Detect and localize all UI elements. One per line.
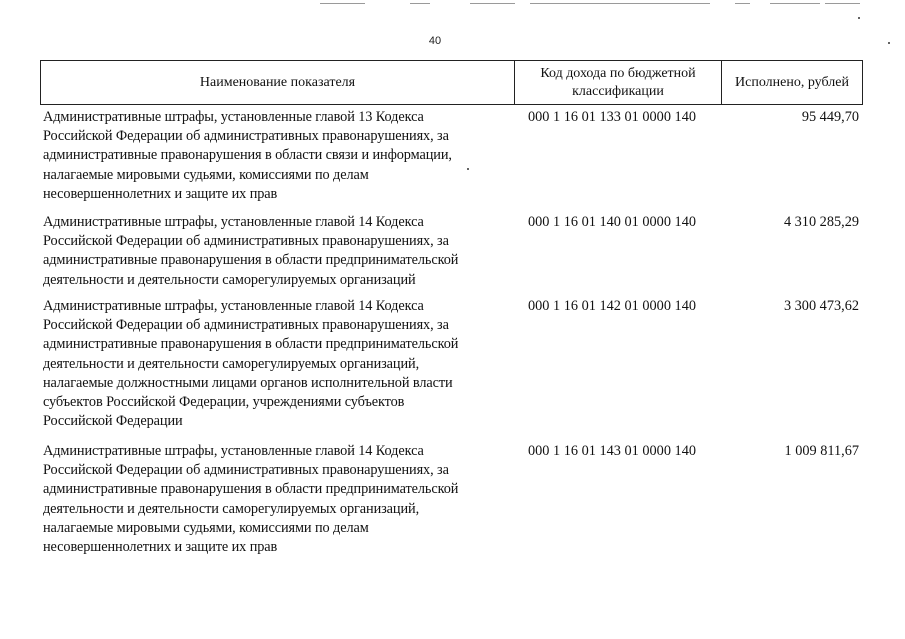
row-executed: 95 449,70	[801, 109, 859, 125]
row-name: Административные штрафы, установленные главой 14 Кодекса Российской Федерации об административных правонарушениях, за административные правонарушения в области предпринимательской деятельности и деятельности саморегулируемых организаций, налагаемые должностными лицами органов исполнительной власти субъектов Российской Федерации, учреждениями субъектов Российской Федерации	[43, 298, 459, 430]
scan-speck	[858, 17, 860, 19]
row-executed: 3 300 473,62	[783, 298, 859, 314]
page-number: 40	[428, 35, 442, 47]
row-name: Административные штрафы, установленные главой 14 Кодекса Российской Федерации об административных правонарушениях, за административные правонарушения в области предпринимательской деятельности и деятельности саморегулируемых организаций	[43, 214, 459, 288]
scan-speck	[888, 42, 890, 44]
row-executed: 1 009 811,67	[784, 443, 859, 459]
row-executed: 4 310 285,29	[783, 214, 859, 230]
header-executed: Исполнено, рублей	[735, 74, 849, 90]
row-code: 000 1 16 01 142 01 0000 140	[528, 298, 696, 314]
scan-artifact-lines	[300, 2, 860, 6]
header-code: Код дохода по бюджетной классификации	[515, 61, 722, 104]
row-name: Административные штрафы, установленные главой 13 Кодекса Российской Федерации об административных правонарушениях, за административные правонарушения в области связи и информации, налагаемые мировыми судьями, комиссиями по делам несовершеннолетних и защите их прав	[43, 109, 452, 202]
row-name: Административные штрафы, установленные главой 14 Кодекса Российской Федерации об административных правонарушениях, за административные правонарушения в области предпринимательской деятельности и деятельности саморегулируемых организаций, налагаемые мировыми судьями, комиссиями по делам несовершеннолетних и защите их прав	[43, 443, 459, 556]
row-code: 000 1 16 01 143 01 0000 140	[528, 443, 696, 459]
header-name: Наименование показателя	[41, 61, 515, 104]
table-header	[40, 60, 863, 105]
row-code: 000 1 16 01 133 01 0000 140	[528, 109, 696, 125]
row-code: 000 1 16 01 140 01 0000 140	[528, 214, 696, 230]
